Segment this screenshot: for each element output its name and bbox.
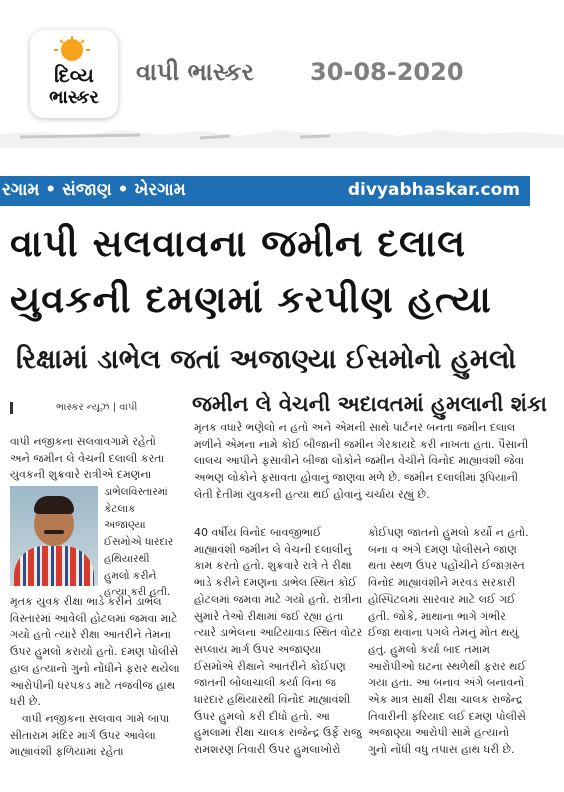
byline-divider: [10, 402, 13, 414]
section-places: રગામ • સંજાણ • ખેરગામ: [2, 180, 186, 200]
headline-line1: વાપી સલવાવના જમીન દલાલ: [10, 222, 467, 265]
column1-intro: વાપી નજીકના સલવાવગામે રહેતો અને જમીન લે વેચની દલાલી કરતા યુવકની શુક્રવારે રાત્રીએ દમણના: [10, 435, 165, 482]
byline: ભાસ્કર ન્યૂઝ | વાપી: [56, 402, 138, 413]
column1-beside-photo: ડાભેલવિસ્તારમાં કેટલાક અજાણ્યા ઈસમોએ ધારદાર હથિયારથી હુમલો કરીને હત્યા કરી હતી.: [104, 486, 174, 599]
app-header: [0, 0, 564, 148]
victim-photo: [10, 486, 98, 586]
column1-body: [10, 594, 182, 761]
column2-body: 40 વર્ષીય વિનોદ બાવજીભાઈ માહ્યાવંશી જમીન લે વેચની દલાલીનું કામ કરતો હતો. શુક્રવારે રાત્રે તે રીક્ષા ભાડે કરીને દમણના ડાભેલ સ્થિત કોઈ હોટલમાં જમવા માટે ગયો હતો. રાત્રીના સુમારે તેઓ રીક્ષામાં જઈ રહ્યા હતા ત્યારે ડાભેલના આટિયાવાડ સ્થિત વોટર સપ્લાય માર્ગ ઉપર અજાણ્યા ઈસમોએ રીક્ષાને આતરીને કોઈપણ જાતની બોલાચાલી કર્યા વિના જ ધારદાર હથિયારથી વિનોદ માહ્યાવંશી ઉપર હુમલો કરી દીધો હતો. આ હુમલામાં રીક્ષા ચાલક રાજેન્દ્ર ઉર્ફે રાજુ રામશરણ તિવારી ઉપર હુમલાખોરો: [194, 526, 363, 757]
logo-text-line2: ભાસ્કર: [49, 87, 99, 108]
divya-bhaskar-logo[interactable]: [30, 30, 118, 118]
column1-paragraph: વાપી નજીકના સલવાવ ગામે બાપા સીતારામ મંદિર માર્ગ ઉપર આવેલા માહ્યાવંશી ફળિયામાં રહેતા: [10, 711, 170, 759]
section-band: [0, 176, 530, 206]
edition-name: વાપી ભાસ્કર: [136, 58, 254, 86]
deck-headline: જમીન લે વેચની અદાવતમાં હુમલાની શંકા: [192, 392, 547, 416]
logo-text-line1: દિવ્ય: [54, 63, 94, 87]
subheadline: રિક્ષામાં ડાભેલ જતાં અજાણ્યા ઈસમોનો હુમલો: [16, 344, 517, 375]
site-url[interactable]: divyabhaskar.com: [347, 180, 520, 200]
torn-paper-edge: [0, 118, 564, 148]
sun-icon: [61, 39, 83, 61]
column3-body: કોઈપણ જાતનો હુમલો કર્યો ન હતો. બના વ અંગે દમણ પોલીસને જાણ થતા સ્થળ ઉપર પહોંચીને ઈજાગ્રસ્ત વિનોદ માહ્યાવંશીને મરવડ સરકારી હોસ્પિટલમાં સારવાર માટે લઈ ગઈ હતી. જોકે, માથાના ભાગે ગંભીર ઈજા થવાના પગલે તેમનું મોત થયું હતું. હુમલો કર્યા બાદ તમામ આરોપીઓ ઘટના સ્થળેથી ફરાર થઈ ગયા હતા. આ બનાવ અંગે બનાવનો એક માત્ર સાક્ષી રીક્ષા ચાલક રાજેન્દ્ર તિવારીની ફરિયાદ લઈ દમણ પોલીસે અજાણ્યા આરોપી સામે હત્યાનો ગુનો નોંધી વધુ તપાસ હાથ ધરી છે.: [368, 526, 529, 757]
headline-line2: યુવકની દમણમાં કરપીણ હત્યા: [10, 278, 492, 321]
edition-date: 30-08-2020: [310, 58, 464, 86]
column1-paragraph: મૃતક યુવક રીક્ષા ભાડે કરીને ડાભેલ વિસ્તારમાં આવેલી હોટલમાં જમવા માટે ગયો હતો ત્યારે રીક્ષા આતરીને તેમના ઉપર હુમલો કરાયો હતો. દમણ પોલીસે હાલ હત્યાનો ગુનો નોંધીને ફરાર થયેલા આરોપીની ધરપકડ માટે તજવીજ હાથ ધરી છે.: [10, 595, 180, 709]
top-paragraph: મૃતક વધારે ભણેલો ન હતો અને એમની સાથે પાર્ટનર બનતા જમીન દલાલ મળીને એમના નામે કોઈ બીજાની જમીન ગેરકાયદે કરી નાખતા હતા. પૈસાની લાલચ આપીને ફસાવીને બીજા લોકોને જમીન વેચીને વિનોદ માહ્યાવંશી જેવા અભણ લોકોને ફસાવતા હોવાનું જાણવા મળે છે. જમીન દલાલીમાં રૂપિયાની લેતી દેતીમાં યુવકની હત્યા થઈ હોવાનું ચર્ચાય રહ્યું છે.: [194, 421, 529, 501]
